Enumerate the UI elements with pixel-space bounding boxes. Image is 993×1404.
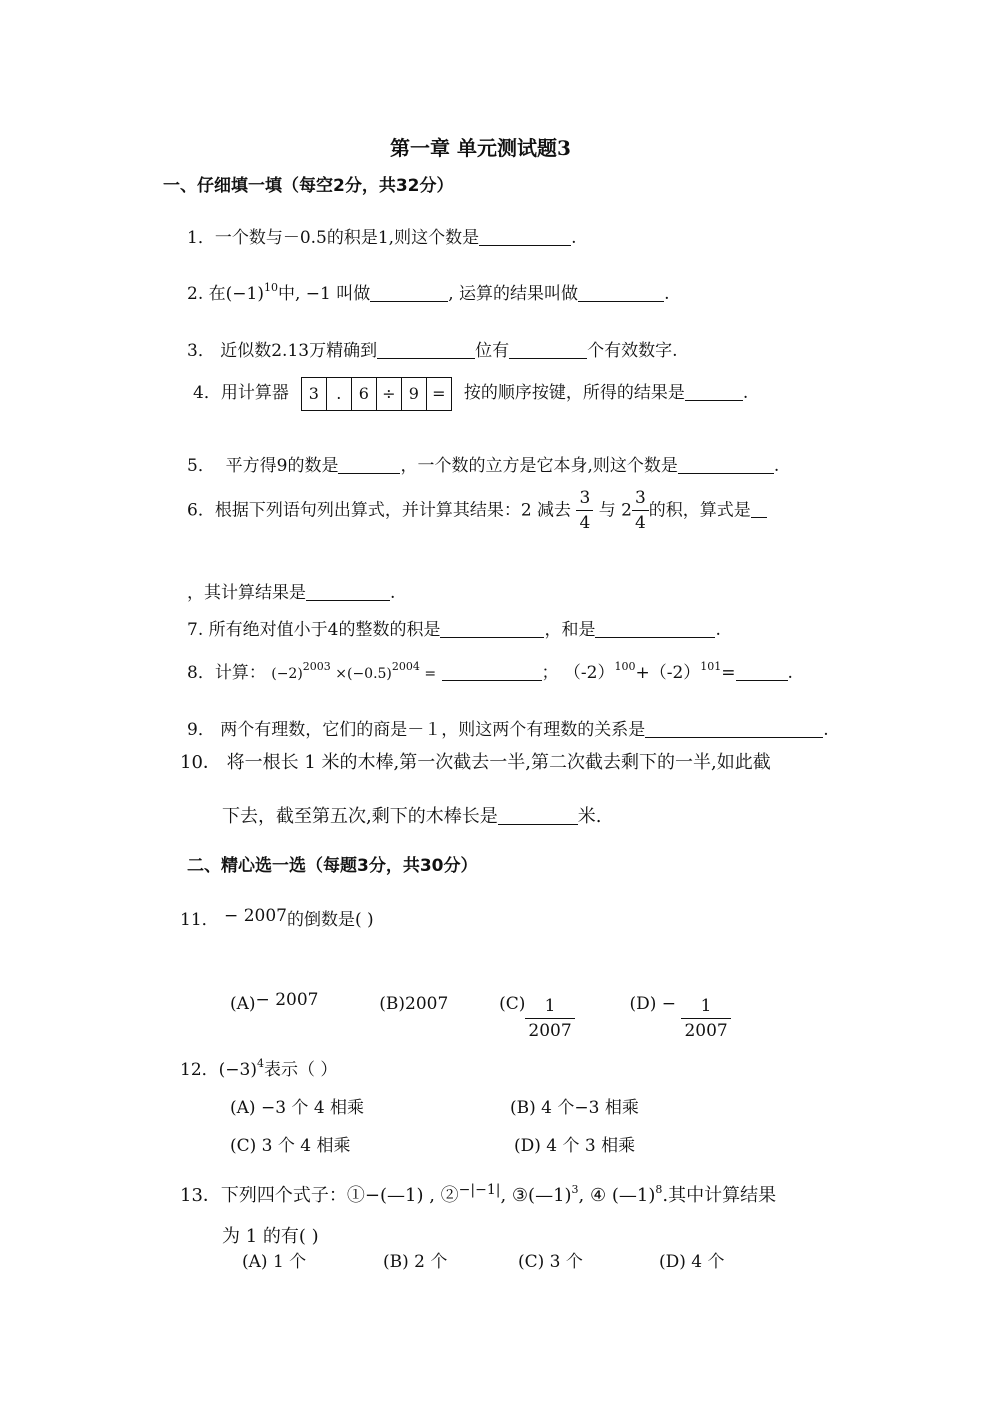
q12-text: 表示（ ） — [263, 1060, 338, 1080]
q2-period: . — [664, 284, 670, 304]
q2-text-b: 中, — [277, 284, 301, 304]
q6-text-a: 根据下列语句列出算式，并计算其结果：2 减去 — [214, 500, 572, 521]
question-13 — [180, 1183, 776, 1205]
q9-answer-blank[interactable] — [645, 719, 823, 738]
q7-text-b: ，和是 — [544, 620, 596, 640]
fraction-denominator: 4 — [632, 510, 649, 533]
q5-text-a: 平方得9的数是 — [225, 456, 339, 476]
fraction-denominator: 2007 — [525, 1018, 574, 1041]
q13-text-d: .其中计算结果 — [662, 1185, 777, 1206]
question-6-line2 — [187, 582, 395, 602]
q7-period: . — [715, 620, 721, 640]
q2-answer-blank-1[interactable] — [370, 283, 448, 302]
fraction-denominator: 2007 — [681, 1018, 730, 1041]
q11-text: 的倒数是( ) — [286, 910, 374, 930]
q7-text-a: 所有绝对值小于4的整数的积是 — [208, 620, 441, 640]
question-9 — [187, 719, 829, 739]
q3-text-b: 位有 — [475, 341, 510, 361]
q8-period: . — [787, 663, 793, 683]
calc-key-label: 3 — [308, 383, 319, 403]
question-12 — [180, 1057, 338, 1080]
q12-option-c[interactable]: (C) 3 个 4 相乘 — [230, 1136, 351, 1156]
calc-key-label: 6 — [358, 383, 369, 403]
fraction-mixed-part — [632, 488, 649, 534]
question-13-line2: 为 1 的有( ) — [222, 1226, 319, 1247]
fraction-three-quarters — [576, 488, 593, 534]
q8-exponent-2: 2004 — [391, 660, 420, 673]
q13-option-a[interactable]: (A) 1 个 — [242, 1252, 307, 1272]
question-4 — [193, 376, 748, 411]
question-3 — [187, 340, 678, 360]
q2-exponent: 10 — [263, 281, 278, 294]
question-10 — [180, 754, 771, 772]
q6-number: 6． — [187, 500, 215, 521]
fraction-numerator: 3 — [579, 488, 591, 508]
q7-number: 7. — [187, 620, 204, 640]
q6-answer-blank-2[interactable] — [306, 582, 390, 601]
calc-key — [427, 378, 451, 410]
q12-option-b[interactable]: (B) 4 个−3 相乘 — [510, 1098, 639, 1118]
q2-number: 2. — [187, 284, 204, 304]
q7-answer-blank-2[interactable] — [595, 619, 715, 638]
option-label: (A) — [230, 994, 256, 1014]
q8-answer-blank-2[interactable] — [736, 662, 788, 681]
q6-text-c: 的积，算式是 — [648, 500, 751, 521]
q6-text-line2: ，其计算结果是 — [187, 583, 306, 603]
q13-exponent-8: 8 — [655, 1183, 663, 1196]
q9-text: 两个有理数，它们的商是－１，则这两个有理数的关系是 — [220, 720, 646, 740]
q12-option-a[interactable]: (A) −3 个 4 相乘 — [230, 1098, 365, 1118]
question-5 — [187, 455, 779, 475]
q2-base: (−1) — [225, 284, 264, 304]
q7-answer-blank-1[interactable] — [440, 619, 544, 638]
fraction-one-over-2007 — [525, 996, 574, 1042]
mixed-number-whole: 2 — [621, 500, 632, 521]
q8-expression-1 — [271, 660, 437, 682]
q3-answer-blank-1[interactable] — [377, 340, 475, 359]
calc-key — [302, 378, 327, 410]
q1-answer-blank[interactable] — [479, 227, 571, 246]
q5-answer-blank-1[interactable] — [338, 455, 400, 474]
q8-text-a: 计算： — [214, 663, 266, 683]
q4-answer-blank[interactable] — [685, 382, 743, 401]
q13-option-d[interactable]: (D) 4 个 — [659, 1252, 725, 1272]
question-1 — [187, 227, 577, 247]
q11-value: − 2007 — [224, 906, 287, 926]
q8-number: 8． — [187, 663, 215, 683]
q3-text-a: 近似数2.13万精确到 — [220, 341, 378, 361]
q8-plus: +（-2） — [635, 663, 701, 683]
option-label: (C) — [499, 994, 526, 1014]
calculator-key-sequence — [301, 377, 452, 411]
calc-key-label: = — [432, 383, 446, 403]
q2-text: 在 — [208, 284, 226, 304]
q8-equals-2: = — [721, 663, 736, 683]
q5-period: . — [773, 456, 780, 476]
q13-abs-exponent: −|−1| — [458, 1182, 501, 1198]
q4-period: . — [742, 383, 749, 403]
q9-number: 9． — [187, 720, 215, 740]
question-2 — [187, 283, 669, 303]
q10-number: 10． — [180, 752, 221, 773]
q2-answer-blank-2[interactable] — [578, 283, 664, 302]
section-heading-fill: 一、仔细填一填（每空2分，共32分） — [163, 176, 454, 196]
q11-option-b[interactable]: (B)2007 — [379, 994, 449, 1014]
question-11 — [180, 908, 374, 929]
q13-text-c: , ④ (—1) — [578, 1185, 656, 1206]
q8-base-3: （-2） — [563, 663, 615, 683]
question-10-line2 — [222, 806, 601, 826]
q13-option-b[interactable]: (B) 2 个 — [383, 1252, 448, 1272]
fraction-denominator: 4 — [576, 510, 593, 533]
q5-answer-blank-2[interactable] — [678, 455, 774, 474]
q11-option-c[interactable] — [499, 994, 575, 1042]
q12-exponent: 4 — [256, 1057, 264, 1070]
q8-equals: = — [419, 666, 437, 682]
q12-base: (−3) — [218, 1060, 257, 1080]
q8-base-1: (−2) — [271, 666, 303, 682]
fraction-numerator: 1 — [544, 996, 556, 1016]
q12-number: 12． — [180, 1060, 219, 1080]
q5-text-b: ，一个数的立方是它本身,则这个数是 — [400, 456, 678, 476]
q12-option-d[interactable]: (D) 4 个 3 相乘 — [514, 1136, 636, 1156]
q5-number: 5． — [187, 456, 215, 476]
q10-text-c: 米. — [577, 806, 602, 827]
q1-number: 1． — [187, 228, 215, 248]
q11-option-d[interactable] — [629, 994, 730, 1042]
q10-text-a: 将一根长 1 米的木棒,第一次截去一半,第二次截去剩下的一半,如此截 — [226, 752, 771, 773]
q8-times: ×(−0.5) — [330, 666, 392, 682]
q3-answer-blank-2[interactable] — [509, 340, 587, 359]
q8-semicolon: ； — [541, 663, 559, 683]
calc-key — [327, 378, 352, 410]
q13-text-b: , ③(—1) — [500, 1185, 572, 1206]
q2-text-c: −1 叫做 — [305, 284, 371, 304]
calc-key-label: . — [336, 383, 342, 403]
q8-exponent-4: 101 — [700, 660, 722, 673]
q6-period: . — [390, 583, 396, 603]
q11-options — [230, 990, 731, 1042]
q13-option-c[interactable]: (C) 3 个 — [518, 1252, 583, 1272]
q10-text-b: 下去，截至第五次,剩下的木棒长是 — [222, 806, 498, 827]
q8-exponent-1: 2003 — [302, 660, 331, 673]
fraction-neg-one-over-2007 — [681, 996, 730, 1042]
section-heading-choice: 二、精心选一选（每题3分，共30分） — [187, 856, 478, 876]
q10-answer-blank[interactable] — [498, 806, 578, 825]
fraction-numerator: 1 — [700, 996, 712, 1016]
calc-key — [377, 378, 402, 410]
q2-text-d: , 运算的结果叫做 — [448, 284, 579, 304]
q11-option-a[interactable] — [230, 990, 319, 1014]
q11-number: 11． — [180, 910, 219, 930]
q4-number: 4． — [193, 383, 221, 403]
q8-answer-blank-1[interactable] — [442, 662, 542, 681]
q1-text: 一个数与－0.5的积是1,则这个数是 — [214, 228, 480, 248]
calc-key — [402, 378, 427, 410]
q4-text-b: 按的顺序按键，所得的结果是 — [463, 383, 685, 403]
calc-key — [352, 378, 377, 410]
fraction-numerator: 3 — [634, 488, 646, 508]
q13-text-a: 下列四个式子：①−(—1) , ② — [220, 1185, 459, 1206]
calc-key-label: ÷ — [382, 383, 396, 403]
q1-period: . — [571, 228, 577, 248]
calc-key-label: 9 — [408, 383, 419, 403]
q3-text-c: 个有效数字. — [587, 341, 678, 361]
question-8 — [187, 662, 793, 682]
q8-exponent-3: 100 — [614, 660, 636, 673]
question-6 — [187, 488, 767, 534]
option-value: − 2007 — [255, 990, 319, 1010]
q9-period: . — [823, 720, 829, 740]
q13-exponent-3: 3 — [571, 1183, 579, 1196]
q13-number: 13． — [180, 1185, 221, 1206]
q6-text-b: 与 — [598, 500, 616, 521]
page-title: 第一章 单元测试题3 — [390, 136, 571, 160]
q3-number: 3． — [187, 341, 215, 361]
minus-sign: − — [661, 994, 677, 1014]
q4-text-a: 用计算器 — [220, 383, 289, 403]
question-7 — [187, 619, 721, 639]
option-label: (D) — [629, 994, 657, 1014]
q6-answer-blank-1[interactable] — [751, 499, 767, 518]
